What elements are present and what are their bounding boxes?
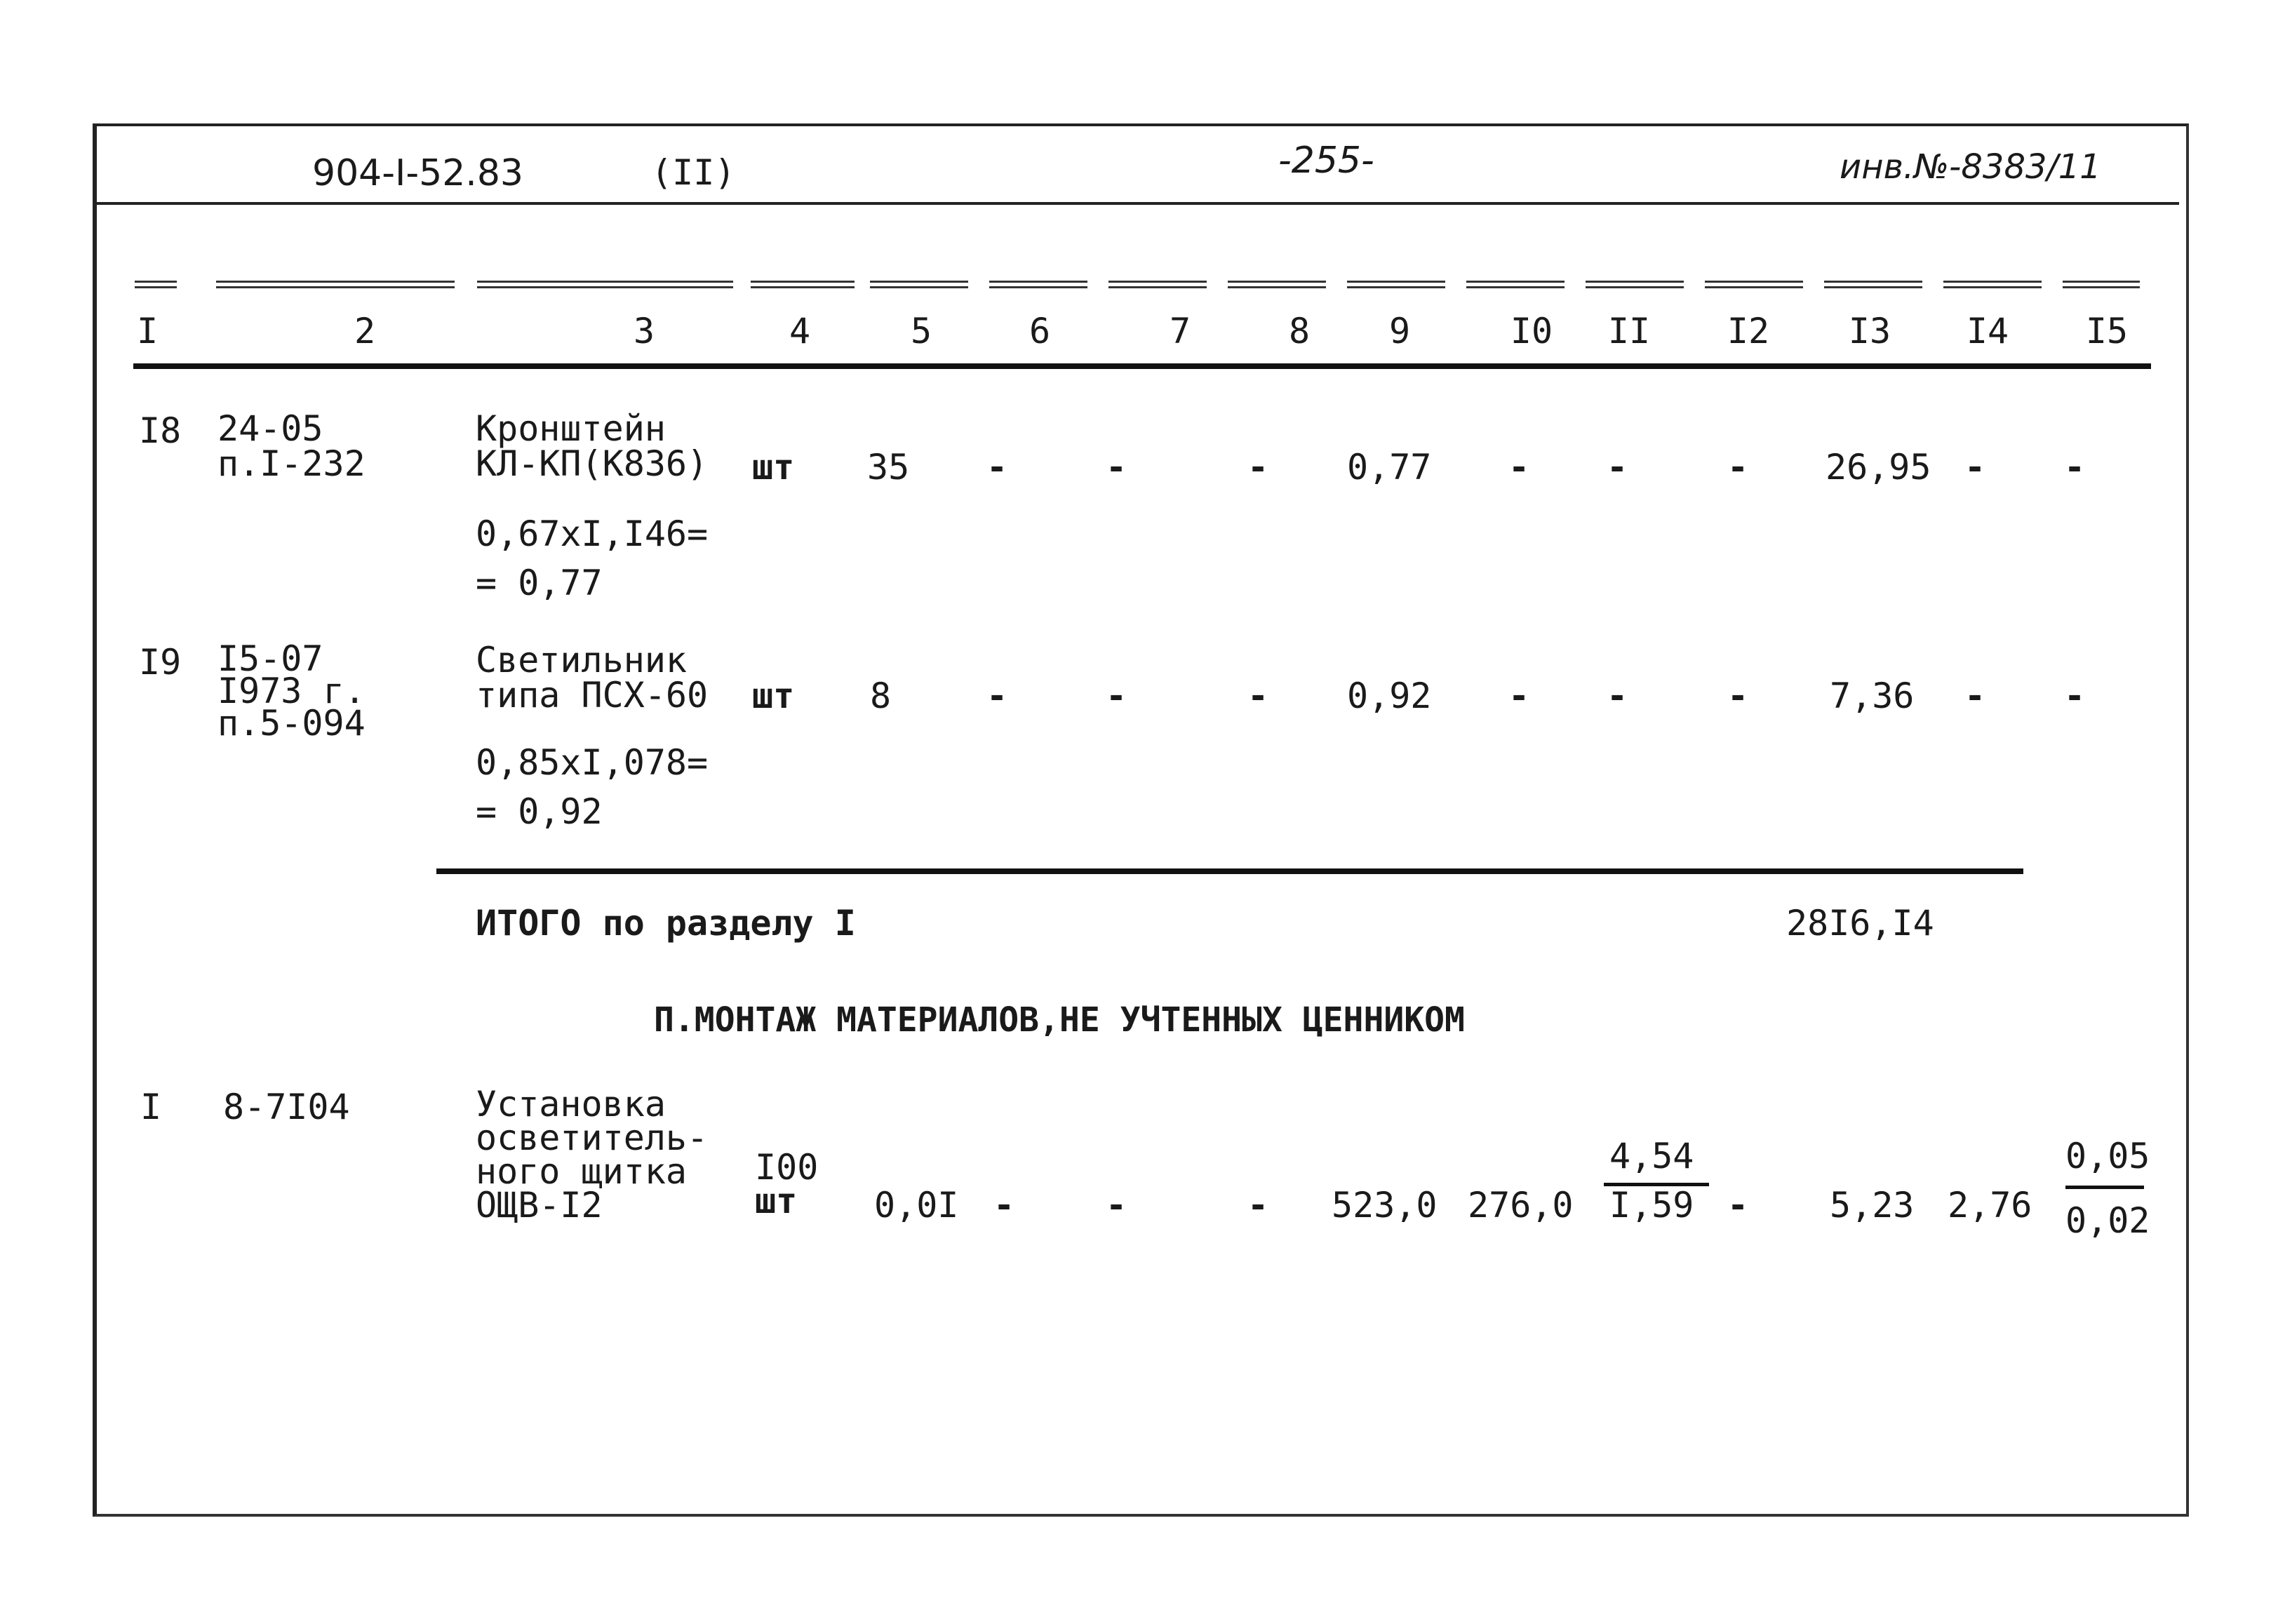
row-c10: -	[1508, 676, 1530, 716]
row-c9: 0,77	[1347, 447, 1432, 488]
col-header: I5	[2085, 311, 2129, 351]
row-c8: -	[1247, 1185, 1269, 1226]
col-rule	[1586, 281, 1684, 293]
doc-number: 904-I-52.83	[312, 152, 523, 194]
row-c7: -	[1106, 447, 1127, 488]
row-c11-bottom: I,59	[1609, 1185, 1694, 1226]
col-header: 9	[1388, 311, 1411, 351]
col-header: 4	[789, 311, 811, 351]
row-qty: 0,0I	[874, 1185, 959, 1226]
row-c13: 5,23	[1830, 1185, 1915, 1226]
row-c13: 7,36	[1830, 676, 1915, 716]
col-rule	[2063, 281, 2140, 293]
row-c11: -	[1607, 447, 1628, 488]
row-c11: -	[1607, 676, 1628, 716]
col-header: 7	[1169, 311, 1191, 351]
col-header: I4	[1966, 311, 2009, 351]
row-c15-top: 0,05	[2065, 1136, 2150, 1176]
row-code: 24-05 п.I-232	[217, 408, 366, 484]
row-qty: 8	[870, 676, 892, 716]
col-rule	[216, 281, 455, 293]
col-rule	[135, 281, 177, 293]
inventory-number: инв.№-8383/11	[1840, 147, 2101, 187]
col-header: I0	[1510, 311, 1553, 351]
row-calc: 0,67xI,I46= = 0,77	[476, 514, 709, 603]
row-c14: 2,76	[1948, 1185, 2032, 1226]
col-rule	[1466, 281, 1565, 293]
header-divider	[95, 202, 2179, 205]
col-rule	[1705, 281, 1803, 293]
row-c9: 523,0	[1332, 1185, 1438, 1226]
row-code: I5-07 I973 г. п.5-094	[217, 638, 366, 744]
sheet-number: (II)	[651, 152, 736, 193]
row-unit: I00 шт	[755, 1147, 819, 1221]
col-header: 3	[633, 311, 655, 351]
row-c9: 0,92	[1347, 676, 1432, 716]
col-rule	[989, 281, 1087, 293]
row-number: I8	[139, 410, 182, 451]
row-c11-top: 4,54	[1609, 1136, 1694, 1176]
row-number: I	[140, 1087, 162, 1127]
row-number: I9	[139, 642, 182, 683]
page-number: -255-	[1278, 140, 1374, 182]
row-c7: -	[1106, 1185, 1127, 1226]
row-name: Кронштейн КЛ-КП(К836)	[476, 408, 709, 484]
row-c6: -	[986, 447, 1008, 488]
row-c10: -	[1508, 447, 1530, 488]
col-rule	[477, 281, 733, 293]
row-c15: -	[2064, 447, 2086, 488]
row-c12: -	[1727, 676, 1749, 716]
col-rule	[870, 281, 968, 293]
col-rule	[1228, 281, 1326, 293]
row-c15-bottom: 0,02	[2065, 1200, 2150, 1241]
row-c14: -	[1964, 447, 1986, 488]
row-c14: -	[1964, 676, 1986, 716]
row-name: Светильник типа ПСХ-60	[476, 640, 709, 716]
row-c15: -	[2064, 676, 2086, 716]
col-header: 5	[910, 311, 932, 351]
row-unit: шт	[752, 676, 795, 716]
fraction-line	[2065, 1186, 2144, 1189]
col-header: I	[136, 311, 159, 351]
row-c7: -	[1106, 676, 1127, 716]
col-header: 2	[354, 311, 376, 351]
col-rule	[751, 281, 855, 293]
row-code: 8-7I04	[223, 1087, 350, 1127]
section-title: П.МОНТАЖ МАТЕРИАЛОВ,НЕ УЧТЕННЫХ ЦЕННИКОМ	[654, 1000, 1465, 1040]
total-rule	[436, 868, 2023, 874]
row-calc: 0,85xI,078= = 0,92	[476, 742, 709, 832]
row-c8: -	[1247, 447, 1269, 488]
col-header: 8	[1288, 311, 1311, 351]
header-bottom-rule	[133, 363, 2151, 369]
row-c8: -	[1247, 676, 1269, 716]
col-rule	[1943, 281, 2042, 293]
row-c12: -	[1727, 447, 1749, 488]
row-qty: 35	[867, 447, 910, 488]
col-rule	[1347, 281, 1445, 293]
col-header: I2	[1727, 311, 1770, 351]
row-unit: шт	[752, 447, 795, 488]
total-label: ИТОГО по разделу I	[476, 903, 856, 944]
col-header: 6	[1029, 311, 1051, 351]
total-value: 28I6,I4	[1786, 903, 1934, 944]
col-rule	[1824, 281, 1922, 293]
col-header: I3	[1848, 311, 1891, 351]
row-name: Установка осветитель- ного щитка ОЩВ-I2	[476, 1084, 709, 1226]
col-header: II	[1607, 311, 1651, 351]
row-c6: -	[993, 1185, 1015, 1226]
row-c10: 276,0	[1468, 1185, 1574, 1226]
row-c13: 26,95	[1825, 447, 1931, 488]
row-c12: -	[1727, 1185, 1749, 1226]
row-c6: -	[986, 676, 1008, 716]
col-rule	[1108, 281, 1207, 293]
